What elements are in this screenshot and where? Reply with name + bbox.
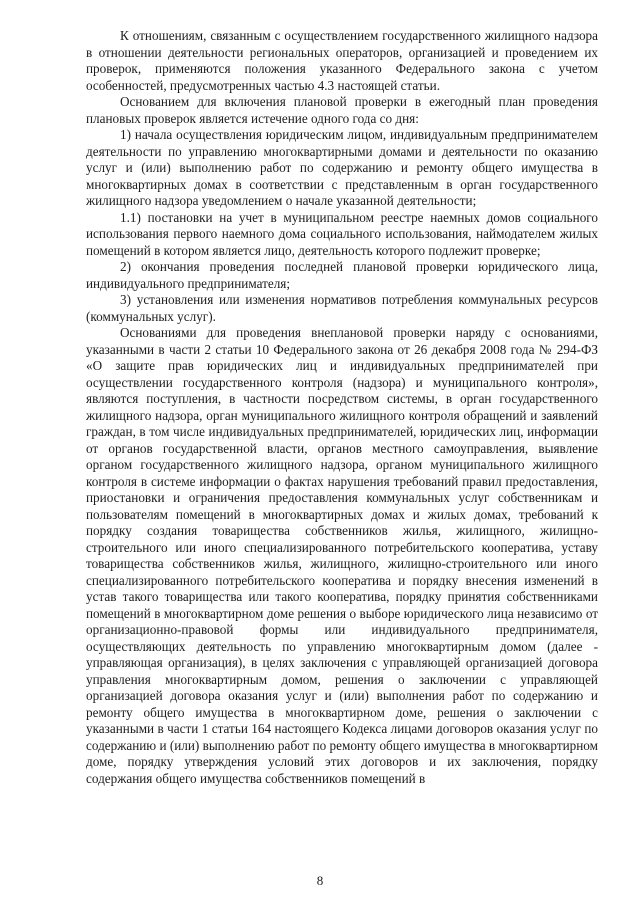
document-page [86, 28, 598, 787]
paragraph-planned-inspection-basis: Основанием для включения плановой проверки в ежегодный план проведения плановых проверок является истечение одного года со дня: [86, 94, 598, 126]
paragraph-regional-operators: К отношениям, связанным с осуществлением государственного жилищного надзора в отношении деятельности региональных операторов, организацией и проведением их проверок, применяются положения указанного Федерального закона с учетом особенностей, предусмотренных частью 4.3 настоящей статьи. [86, 28, 598, 93]
list-item-2: 2) окончания проведения последней плановой проверки юридического лица, индивидуального предпринимателя; [86, 259, 598, 291]
page-number: 8 [316, 873, 324, 888]
list-item-1-1: 1.1) постановки на учет в муниципальном реестре наемных домов социального использования первого наемного дома социального использования, наймодателем жилых помещений в котором является лицо, деятельность которого подлежит проверке; [86, 209, 598, 258]
paragraph-unplanned-inspection-basis: Основаниями для проведения внеплановой проверки наряду с основаниями, указанными в части 2 статьи 10 Федерального закона от 26 декабря 2008 года № 294-ФЗ «О защите прав юридических лиц и индивидуальных предпринимателей при осуществлении государственного контроля (надзора) и муниципального контроля», являются поступления, в частности посредством системы, в орган государственного жилищного надзора, орган муниципального жилищного контроля обращений и заявлений граждан, в том числе индивидуальных предпринимателей, юридических лиц, информации от органов государственной власти, органов местного самоуправления, выявление органом государственного жилищного надзора, органом муниципального жилищного контроля в системе информации о фактах нарушения требований правил предоставления, приостановки и ограничения предоставления коммунальных услуг собственникам и пользователям помещений в многоквартирных домах и жилых домах, требований к порядку создания товарищества собственников жилья, жилищного, жилищно-строительного или иного специализированного потребительского кооператива, уставу товарищества собственников жилья, жилищного, жилищно-строительного или иного специализированного потребительского кооператива и порядку внесения изменений в устав такого товарищества или такого кооператива, порядку принятия собственниками помещений в многоквартирном доме решения о выборе юридического лица независимо от организационно-правовой формы или индивидуального предпринимателя, осуществляющих деятельность по управлению многоквартирным домом (далее - управляющая организация), в целях заключения с управляющей организацией договора управления многоквартирным домом, решения о заключении с управляющей организацией договора оказания услуг и (или) выполнения работ по содержанию и ремонту общего имущества в многоквартирном доме, решения о заключении с указанными в части 1 статьи 164 настоящего Кодекса лицами договоров оказания услуг по содержанию и (или) выполнению работ по ремонту общего имущества в многоквартирном доме, порядку утверждения условий этих договоров и их заключения, порядку содержания общего имущества собственников помещений в [86, 325, 598, 786]
list-item-1: 1) начала осуществления юридическим лицом, индивидуальным предпринимателем деятельности по управлению многоквартирными домами и деятельности по оказанию услуг и (или) выполнению работ по содержанию и ремонту общего имущества в многоквартирных домах в соответствии с представленным в орган государственного жилищного надзора уведомлением о начале указанной деятельности; [86, 127, 598, 208]
list-item-3: 3) установления или изменения нормативов потребления коммунальных ресурсов (коммунальных услуг). [86, 292, 598, 324]
